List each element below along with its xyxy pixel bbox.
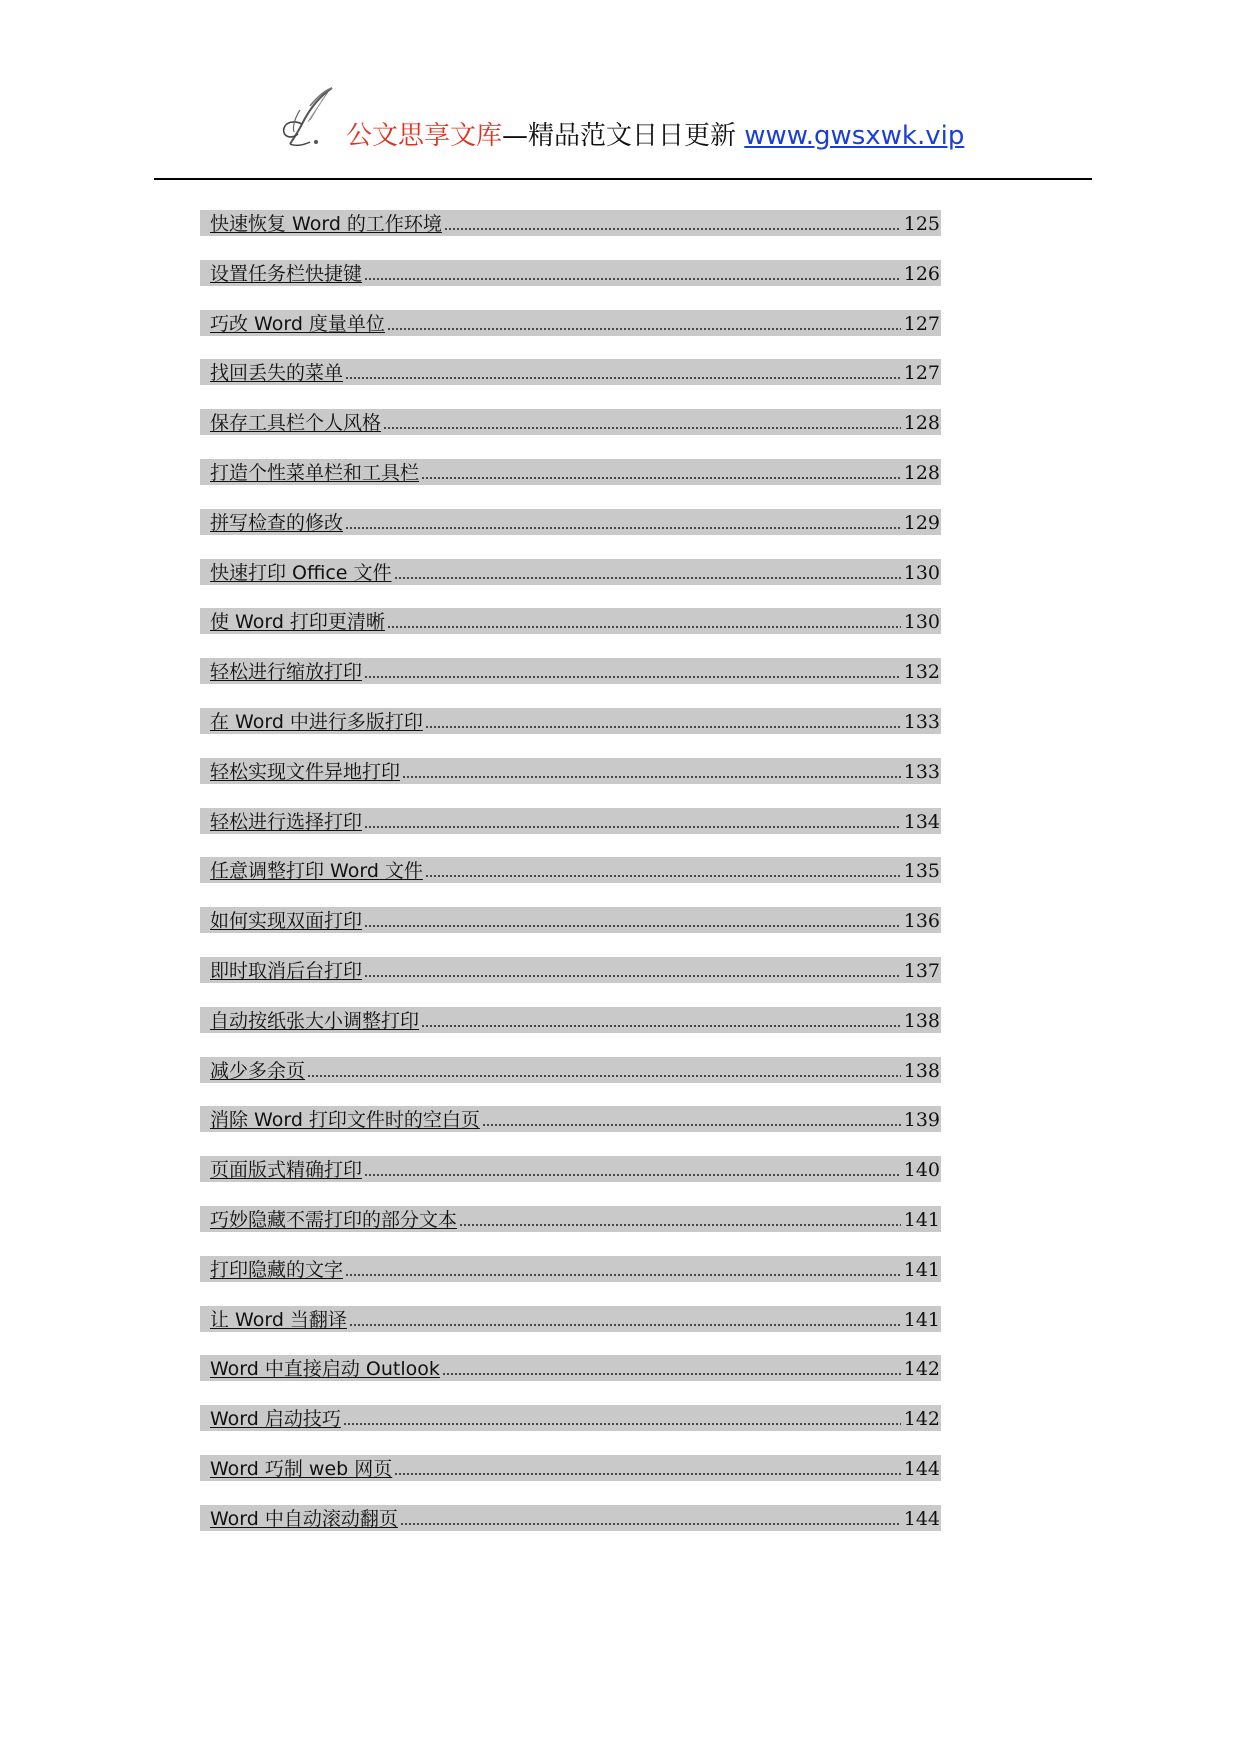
- toc-entry-page-number: 134: [903, 810, 940, 833]
- toc-entry[interactable]: [200, 658, 941, 684]
- toc-entry[interactable]: [200, 1057, 941, 1083]
- toc-entry-page-number: 135: [903, 860, 940, 883]
- toc-entry-title[interactable]: Word 巧制 web 网页: [210, 1457, 393, 1480]
- toc-entry[interactable]: [200, 459, 941, 485]
- toc-entry-page-number: 128: [903, 461, 940, 484]
- toc-entry[interactable]: [200, 808, 941, 834]
- toc-entry[interactable]: [200, 210, 941, 236]
- toc-dot-leader: [394, 574, 901, 580]
- toc-entry-title[interactable]: Word 中自动滚动翻页: [210, 1507, 398, 1530]
- toc-entry-page-number: 141: [903, 1208, 940, 1231]
- toc-entry-title[interactable]: 轻松进行选择打印: [210, 810, 363, 833]
- toc-entry-title[interactable]: Word 中直接启动 Outlook: [210, 1358, 440, 1381]
- toc-dot-leader: [345, 1271, 901, 1277]
- toc-entry-page-number: 139: [903, 1109, 940, 1132]
- toc-dot-leader: [364, 1171, 901, 1177]
- toc-dot-leader: [364, 922, 901, 928]
- toc-entry[interactable]: [200, 1306, 941, 1332]
- toc-entry-title[interactable]: 如何实现双面打印: [210, 910, 363, 933]
- toc-dot-leader: [345, 374, 901, 380]
- toc-entry-page-number: 133: [903, 760, 940, 783]
- toc-entry-page-number: 138: [903, 1059, 940, 1082]
- quill-logo-icon: [280, 86, 340, 150]
- toc-dot-leader: [383, 424, 901, 430]
- toc-entry-title[interactable]: 巧改 Word 度量单位: [210, 312, 385, 335]
- toc-entry-page-number: 142: [903, 1358, 940, 1381]
- toc-dot-leader: [400, 1520, 901, 1526]
- toc-entry-page-number: 130: [903, 561, 940, 584]
- toc-entry-title[interactable]: 即时取消后台打印: [210, 959, 363, 982]
- toc-dot-leader: [425, 872, 901, 878]
- toc-dot-leader: [459, 1221, 901, 1227]
- toc-entry[interactable]: [200, 559, 941, 585]
- toc-entry-title[interactable]: 巧妙隐藏不需打印的部分文本: [210, 1208, 458, 1231]
- toc-dot-leader: [364, 823, 901, 829]
- toc-entry[interactable]: [200, 1455, 941, 1481]
- toc-entry-page-number: 142: [903, 1408, 940, 1431]
- toc-entry-page-number: 140: [903, 1159, 940, 1182]
- toc-dot-leader: [349, 1321, 901, 1327]
- toc-entry[interactable]: [200, 857, 941, 883]
- toc-entry-title[interactable]: 使 Word 打印更清晰: [210, 611, 385, 634]
- toc-entry[interactable]: [200, 1206, 941, 1232]
- toc-dot-leader: [307, 1072, 901, 1078]
- toc-entry-page-number: 125: [903, 213, 940, 235]
- toc-entry-page-number: 144: [903, 1457, 940, 1480]
- toc-entry-page-number: 130: [903, 611, 940, 634]
- toc-entry-page-number: 132: [903, 661, 940, 684]
- toc-entry[interactable]: [200, 1156, 941, 1182]
- toc-entry[interactable]: [200, 310, 941, 336]
- header-slogan: —精品范文日日更新: [502, 121, 745, 151]
- header-divider: [154, 178, 1092, 180]
- toc-entry[interactable]: [200, 608, 941, 634]
- toc-entry-title[interactable]: 减少多余页: [210, 1059, 306, 1082]
- toc-entry-title[interactable]: 拼写检查的修改: [210, 511, 344, 534]
- toc-entry[interactable]: [200, 260, 941, 286]
- toc-entry-page-number: 127: [903, 312, 940, 335]
- toc-entry-title[interactable]: 快速打印 Office 文件: [210, 561, 392, 584]
- toc-dot-leader: [442, 1370, 901, 1376]
- toc-dot-leader: [364, 972, 901, 978]
- toc-entry-page-number: 133: [903, 710, 940, 733]
- toc-entry-page-number: 136: [903, 910, 940, 933]
- toc-entry[interactable]: [200, 1405, 941, 1431]
- toc-entry[interactable]: [200, 509, 941, 535]
- toc-entry-title[interactable]: 打造个性菜单栏和工具栏: [210, 461, 420, 484]
- toc-entry-title[interactable]: 设置任务栏快捷键: [210, 262, 363, 285]
- toc-entry-title[interactable]: 轻松进行缩放打印: [210, 661, 363, 684]
- toc-dot-leader: [343, 1420, 901, 1426]
- toc-entry-page-number: 129: [903, 511, 940, 534]
- toc-dot-leader: [345, 524, 901, 530]
- header-title: [346, 120, 964, 152]
- toc-entry[interactable]: [200, 1505, 941, 1531]
- toc-entry[interactable]: [200, 359, 941, 385]
- toc-entry[interactable]: [200, 1106, 941, 1132]
- brand-name: 公文思享文库: [346, 121, 503, 151]
- toc-dot-leader: [421, 1022, 901, 1028]
- toc-entry-title[interactable]: Word 启动技巧: [210, 1408, 341, 1431]
- toc-entry-title[interactable]: 轻松实现文件异地打印: [210, 760, 401, 783]
- toc-entry[interactable]: [200, 1355, 941, 1381]
- toc-dot-leader: [394, 1470, 900, 1476]
- toc-entry-page-number: 126: [903, 262, 940, 285]
- site-link[interactable]: www.gwsxwk.vip: [744, 121, 965, 151]
- toc-entry-title[interactable]: 任意调整打印 Word 文件: [210, 860, 423, 883]
- toc-entry[interactable]: [200, 1007, 941, 1033]
- toc-entry-title[interactable]: 页面版式精确打印: [210, 1159, 363, 1182]
- toc-entry-title[interactable]: 保存工具栏个人风格: [210, 412, 382, 435]
- toc-entry[interactable]: [200, 409, 941, 435]
- toc-entry-page-number: 128: [903, 412, 940, 435]
- toc-dot-leader: [402, 773, 901, 779]
- toc-entry[interactable]: [200, 758, 941, 784]
- toc-entry-page-number: 141: [903, 1308, 940, 1331]
- toc-entry-page-number: 137: [903, 959, 940, 982]
- toc-entry-page-number: 127: [903, 362, 940, 385]
- toc-dot-leader: [387, 325, 901, 331]
- toc-entry[interactable]: [200, 708, 941, 734]
- toc-dot-leader: [364, 275, 901, 281]
- toc-entry[interactable]: [200, 957, 941, 983]
- toc-dot-leader: [444, 225, 901, 231]
- toc-dot-leader: [364, 673, 901, 679]
- toc-entry[interactable]: [200, 907, 941, 933]
- toc-dot-leader: [425, 723, 901, 729]
- toc-dot-leader: [387, 623, 901, 629]
- toc-dot-leader: [482, 1121, 901, 1127]
- page-header: [0, 80, 1240, 160]
- toc-entry-page-number: 144: [903, 1507, 940, 1530]
- toc-entry-title[interactable]: 找回丢失的菜单: [210, 362, 344, 385]
- toc-entry-title[interactable]: 打印隐藏的文字: [210, 1258, 344, 1281]
- toc-entry-title[interactable]: 快速恢复 Word 的工作环境: [210, 213, 442, 235]
- toc-dot-leader: [421, 474, 901, 480]
- toc-entry-title[interactable]: 在 Word 中进行多版打印: [210, 710, 423, 733]
- toc-entry-title[interactable]: 让 Word 当翻译: [210, 1308, 347, 1331]
- toc-entry[interactable]: [200, 1256, 941, 1282]
- toc-entry-title[interactable]: 自动按纸张大小调整打印: [210, 1009, 420, 1032]
- toc-entry-page-number: 141: [903, 1258, 940, 1281]
- table-of-contents: [200, 210, 941, 1555]
- toc-entry-title[interactable]: 消除 Word 打印文件时的空白页: [210, 1109, 480, 1132]
- toc-entry-page-number: 138: [903, 1009, 940, 1032]
